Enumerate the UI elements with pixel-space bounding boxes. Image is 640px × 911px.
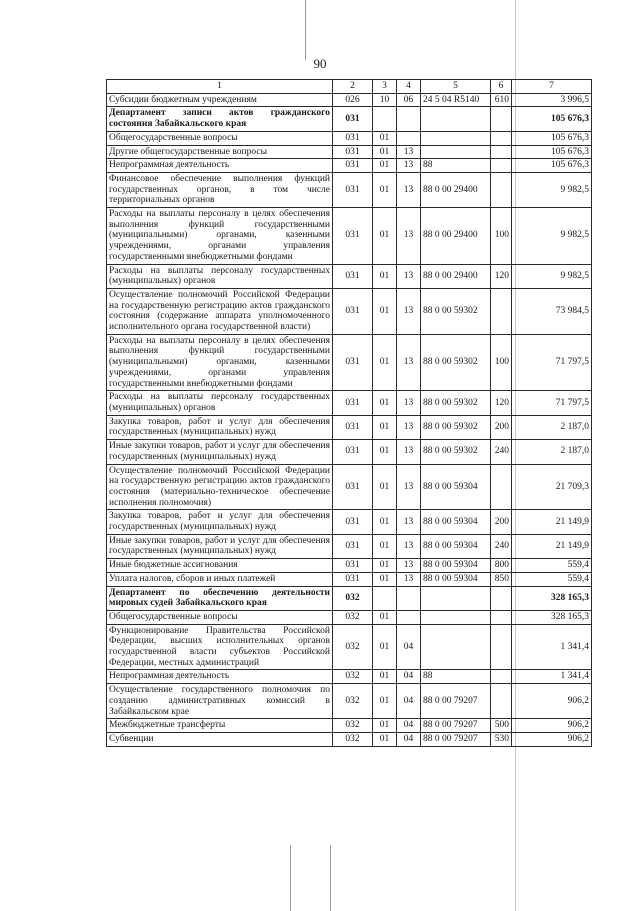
cell-name: Закупка товаров, работ и услуг для обеспечения государственных (муниципальных) нужд	[107, 510, 333, 534]
cell-section: 01	[373, 534, 397, 558]
header-cell: 5	[421, 80, 491, 94]
cell-amount: 105 676,3	[512, 107, 592, 131]
cell-target-article: 88 0 00 59304	[421, 464, 491, 510]
cell-amount: 2 187,0	[512, 440, 592, 464]
table-row	[107, 684, 592, 719]
cell-code: 031	[333, 534, 373, 558]
table-row	[107, 107, 592, 131]
cell-amount: 328 165,3	[512, 610, 592, 624]
cell-target-article: 88 0 00 59302	[421, 334, 491, 391]
cell-amount: 559,4	[512, 572, 592, 586]
table-row	[107, 145, 592, 159]
table-row	[107, 172, 592, 207]
cell-subsection: 13	[397, 415, 421, 439]
cell-expense-type: 200	[491, 415, 512, 439]
cell-amount: 105 676,3	[512, 159, 592, 173]
cell-amount: 105 676,3	[512, 131, 592, 145]
cell-expense-type: 610	[491, 93, 512, 107]
cell-code: 031	[333, 334, 373, 391]
cell-amount: 559,4	[512, 559, 592, 573]
cell-subsection: 13	[397, 572, 421, 586]
table-row	[107, 288, 592, 334]
cell-target-article: 88 0 00 79207	[421, 732, 491, 746]
cell-amount: 73 984,5	[512, 288, 592, 334]
cell-amount: 328 165,3	[512, 586, 592, 610]
cell-amount: 21 149,9	[512, 534, 592, 558]
cell-code: 032	[333, 624, 373, 670]
header-cell: 3	[373, 80, 397, 94]
cell-section: 01	[373, 415, 397, 439]
cell-expense-type: 120	[491, 264, 512, 288]
cell-name: Иные бюджетные ассигнования	[107, 559, 333, 573]
cell-section: 01	[373, 208, 397, 265]
cell-target-article: 88 0 00 79207	[421, 719, 491, 733]
cell-expense-type: 530	[491, 732, 512, 746]
cell-section: 01	[373, 610, 397, 624]
cell-amount: 71 797,5	[512, 391, 592, 415]
cell-section: 01	[373, 624, 397, 670]
cell-expense-type: 240	[491, 534, 512, 558]
cell-amount: 9 982,5	[512, 172, 592, 207]
cell-name: Расходы на выплаты персоналу в целях обеспечения выполнения функций государственными (муниципальными) органами, казенными учреждениями, органами управления государственными внебюджетными фондами	[107, 208, 333, 265]
scan-line-bottom-mid	[330, 845, 331, 911]
cell-subsection: 04	[397, 719, 421, 733]
cell-expense-type	[491, 159, 512, 173]
cell-name: Функционирование Правительства Российской Федерации, высших исполнительных органов государственной власти субъектов Российской Федерации, местных администраций	[107, 624, 333, 670]
cell-amount: 906,2	[512, 732, 592, 746]
cell-subsection	[397, 131, 421, 145]
scan-line-bottom-left	[290, 845, 291, 911]
cell-section: 01	[373, 572, 397, 586]
cell-target-article	[421, 107, 491, 131]
cell-amount: 906,2	[512, 719, 592, 733]
cell-amount: 9 982,5	[512, 208, 592, 265]
cell-subsection	[397, 586, 421, 610]
cell-subsection	[397, 107, 421, 131]
cell-code: 031	[333, 159, 373, 173]
cell-subsection: 13	[397, 159, 421, 173]
table-row	[107, 586, 592, 610]
cell-code: 032	[333, 732, 373, 746]
cell-code: 032	[333, 610, 373, 624]
cell-target-article: 88 0 00 79207	[421, 684, 491, 719]
table-row	[107, 534, 592, 558]
cell-name: Осуществление полномочий Российской Федерации на государственную регистрацию актов гражданского состояния (материально-техническое обеспечение исполнения полномочия)	[107, 464, 333, 510]
cell-name: Общегосударственные вопросы	[107, 131, 333, 145]
cell-section: 01	[373, 159, 397, 173]
cell-expense-type	[491, 586, 512, 610]
cell-section: 01	[373, 264, 397, 288]
header-cell: 4	[397, 80, 421, 94]
cell-subsection: 13	[397, 559, 421, 573]
header-cell: 2	[333, 80, 373, 94]
cell-amount: 3 996,5	[512, 93, 592, 107]
table-row	[107, 131, 592, 145]
cell-code: 031	[333, 172, 373, 207]
cell-expense-type	[491, 624, 512, 670]
cell-expense-type	[491, 172, 512, 207]
cell-name: Расходы на выплаты персоналу в целях обеспечения выполнения функций государственными (муниципальными) органами, казенными учреждениями, органами управления государственными внебюджетными фондами	[107, 334, 333, 391]
cell-subsection: 04	[397, 732, 421, 746]
cell-amount: 105 676,3	[512, 145, 592, 159]
cell-section: 01	[373, 172, 397, 207]
cell-target-article: 88 0 00 59302	[421, 440, 491, 464]
cell-subsection: 13	[397, 391, 421, 415]
cell-subsection: 13	[397, 510, 421, 534]
cell-target-article: 88 0 00 59302	[421, 391, 491, 415]
cell-code: 031	[333, 145, 373, 159]
cell-name: Другие общегосударственные вопросы	[107, 145, 333, 159]
cell-section: 01	[373, 684, 397, 719]
cell-expense-type: 500	[491, 719, 512, 733]
cell-code: 031	[333, 208, 373, 265]
cell-expense-type: 850	[491, 572, 512, 586]
cell-amount: 1 341,4	[512, 670, 592, 684]
cell-target-article	[421, 610, 491, 624]
cell-target-article: 88 0 00 59304	[421, 572, 491, 586]
cell-code: 031	[333, 510, 373, 534]
cell-code: 031	[333, 391, 373, 415]
cell-expense-type: 100	[491, 334, 512, 391]
cell-name: Осуществление полномочий Российской Федерации на государственную регистрацию актов гражданского состояния (содержание аппарата уполномоченного исполнительного органа государственной власти)	[107, 288, 333, 334]
cell-expense-type	[491, 684, 512, 719]
cell-code: 031	[333, 559, 373, 573]
table-row	[107, 464, 592, 510]
table-row	[107, 510, 592, 534]
cell-code: 031	[333, 288, 373, 334]
cell-subsection: 13	[397, 208, 421, 265]
cell-name: Непрограммная деятельность	[107, 670, 333, 684]
cell-expense-type	[491, 145, 512, 159]
cell-section: 01	[373, 440, 397, 464]
header-cell: 7	[512, 80, 592, 94]
header-cell: 6	[491, 80, 512, 94]
cell-target-article: 88 0 00 59304	[421, 559, 491, 573]
cell-name: Иные закупки товаров, работ и услуг для обеспечения государственных (муниципальных) нужд	[107, 440, 333, 464]
cell-subsection: 13	[397, 464, 421, 510]
cell-target-article: 24 5 04 R5140	[421, 93, 491, 107]
cell-target-article: 88 0 00 59304	[421, 534, 491, 558]
cell-code: 031	[333, 131, 373, 145]
cell-expense-type: 120	[491, 391, 512, 415]
cell-subsection: 13	[397, 288, 421, 334]
cell-name: Субсидии бюджетным учреждениям	[107, 93, 333, 107]
cell-name: Уплата налогов, сборов и иных платежей	[107, 572, 333, 586]
cell-subsection: 13	[397, 534, 421, 558]
cell-code: 031	[333, 107, 373, 131]
cell-section: 01	[373, 464, 397, 510]
cell-code: 032	[333, 684, 373, 719]
cell-name: Субвенции	[107, 732, 333, 746]
cell-section: 01	[373, 510, 397, 534]
cell-section: 01	[373, 288, 397, 334]
cell-amount: 906,2	[512, 684, 592, 719]
cell-name: Осуществление государственного полномочия по созданию административных комиссий в Забайкальском крае	[107, 684, 333, 719]
cell-name: Расходы на выплаты персоналу государственных (муниципальных) органов	[107, 391, 333, 415]
cell-expense-type	[491, 464, 512, 510]
cell-expense-type: 240	[491, 440, 512, 464]
cell-section: 01	[373, 145, 397, 159]
cell-amount: 9 982,5	[512, 264, 592, 288]
cell-amount: 21 149,9	[512, 510, 592, 534]
cell-section: 01	[373, 670, 397, 684]
cell-subsection: 13	[397, 264, 421, 288]
cell-expense-type	[491, 131, 512, 145]
cell-code: 032	[333, 670, 373, 684]
table-row	[107, 208, 592, 265]
cell-code: 031	[333, 464, 373, 510]
cell-code: 032	[333, 586, 373, 610]
table-row	[107, 415, 592, 439]
cell-code: 031	[333, 264, 373, 288]
cell-name: Департамент записи актов гражданского состояния Забайкальского края	[107, 107, 333, 131]
cell-expense-type	[491, 610, 512, 624]
cell-target-article: 88 0 00 29400	[421, 208, 491, 265]
table-row	[107, 440, 592, 464]
cell-amount: 1 341,4	[512, 624, 592, 670]
cell-expense-type: 100	[491, 208, 512, 265]
scan-line-left	[305, 0, 306, 60]
cell-name: Закупка товаров, работ и услуг для обеспечения государственных (муниципальных) нужд	[107, 415, 333, 439]
cell-section: 01	[373, 334, 397, 391]
cell-subsection	[397, 610, 421, 624]
table-row	[107, 572, 592, 586]
cell-code: 031	[333, 415, 373, 439]
cell-subsection: 04	[397, 684, 421, 719]
cell-expense-type: 800	[491, 559, 512, 573]
cell-amount: 21 709,3	[512, 464, 592, 510]
cell-expense-type	[491, 288, 512, 334]
cell-section	[373, 107, 397, 131]
table-row	[107, 610, 592, 624]
table-row	[107, 624, 592, 670]
table-row	[107, 159, 592, 173]
cell-code: 032	[333, 719, 373, 733]
cell-target-article	[421, 145, 491, 159]
cell-subsection: 13	[397, 334, 421, 391]
cell-target-article	[421, 586, 491, 610]
page-number: 90	[313, 56, 327, 71]
cell-subsection: 13	[397, 145, 421, 159]
cell-target-article: 88	[421, 670, 491, 684]
header-row	[107, 80, 592, 94]
cell-target-article: 88	[421, 159, 491, 173]
header-cell: 1	[107, 80, 333, 94]
cell-name: Иные закупки товаров, работ и услуг для обеспечения государственных (муниципальных) нужд	[107, 534, 333, 558]
table-row	[107, 264, 592, 288]
cell-code: 031	[333, 572, 373, 586]
cell-expense-type	[491, 107, 512, 131]
budget-table	[106, 79, 592, 747]
table-row	[107, 93, 592, 107]
cell-section: 10	[373, 93, 397, 107]
cell-subsection: 04	[397, 624, 421, 670]
table-row	[107, 732, 592, 746]
table-row	[107, 391, 592, 415]
cell-subsection: 13	[397, 440, 421, 464]
cell-target-article: 88 0 00 59302	[421, 288, 491, 334]
table-body	[107, 80, 592, 747]
cell-name: Расходы на выплаты персоналу государственных (муниципальных) органов	[107, 264, 333, 288]
cell-target-article: 88 0 00 29400	[421, 264, 491, 288]
table-row	[107, 719, 592, 733]
cell-expense-type	[491, 670, 512, 684]
cell-subsection: 04	[397, 670, 421, 684]
cell-target-article	[421, 131, 491, 145]
cell-amount: 2 187,0	[512, 415, 592, 439]
cell-target-article	[421, 624, 491, 670]
cell-target-article: 88 0 00 59304	[421, 510, 491, 534]
table-row	[107, 334, 592, 391]
cell-expense-type: 200	[491, 510, 512, 534]
cell-target-article: 88 0 00 29400	[421, 172, 491, 207]
cell-section: 01	[373, 559, 397, 573]
cell-name: Межбюджетные трансферты	[107, 719, 333, 733]
cell-code: 031	[333, 440, 373, 464]
cell-section: 01	[373, 732, 397, 746]
cell-name: Непрограммная деятельность	[107, 159, 333, 173]
table-row	[107, 670, 592, 684]
cell-name: Финансовое обеспечение выполнения функций государственных органов, в том числе территориальных органов	[107, 172, 333, 207]
cell-target-article: 88 0 00 59302	[421, 415, 491, 439]
cell-section: 01	[373, 719, 397, 733]
cell-section: 01	[373, 131, 397, 145]
cell-amount: 71 797,5	[512, 334, 592, 391]
cell-subsection: 06	[397, 93, 421, 107]
cell-subsection: 13	[397, 172, 421, 207]
cell-code: 026	[333, 93, 373, 107]
table-row	[107, 559, 592, 573]
cell-name: Департамент по обеспечению деятельности мировых судей Забайкальского края	[107, 586, 333, 610]
cell-name: Общегосударственные вопросы	[107, 610, 333, 624]
cell-section: 01	[373, 391, 397, 415]
cell-section	[373, 586, 397, 610]
